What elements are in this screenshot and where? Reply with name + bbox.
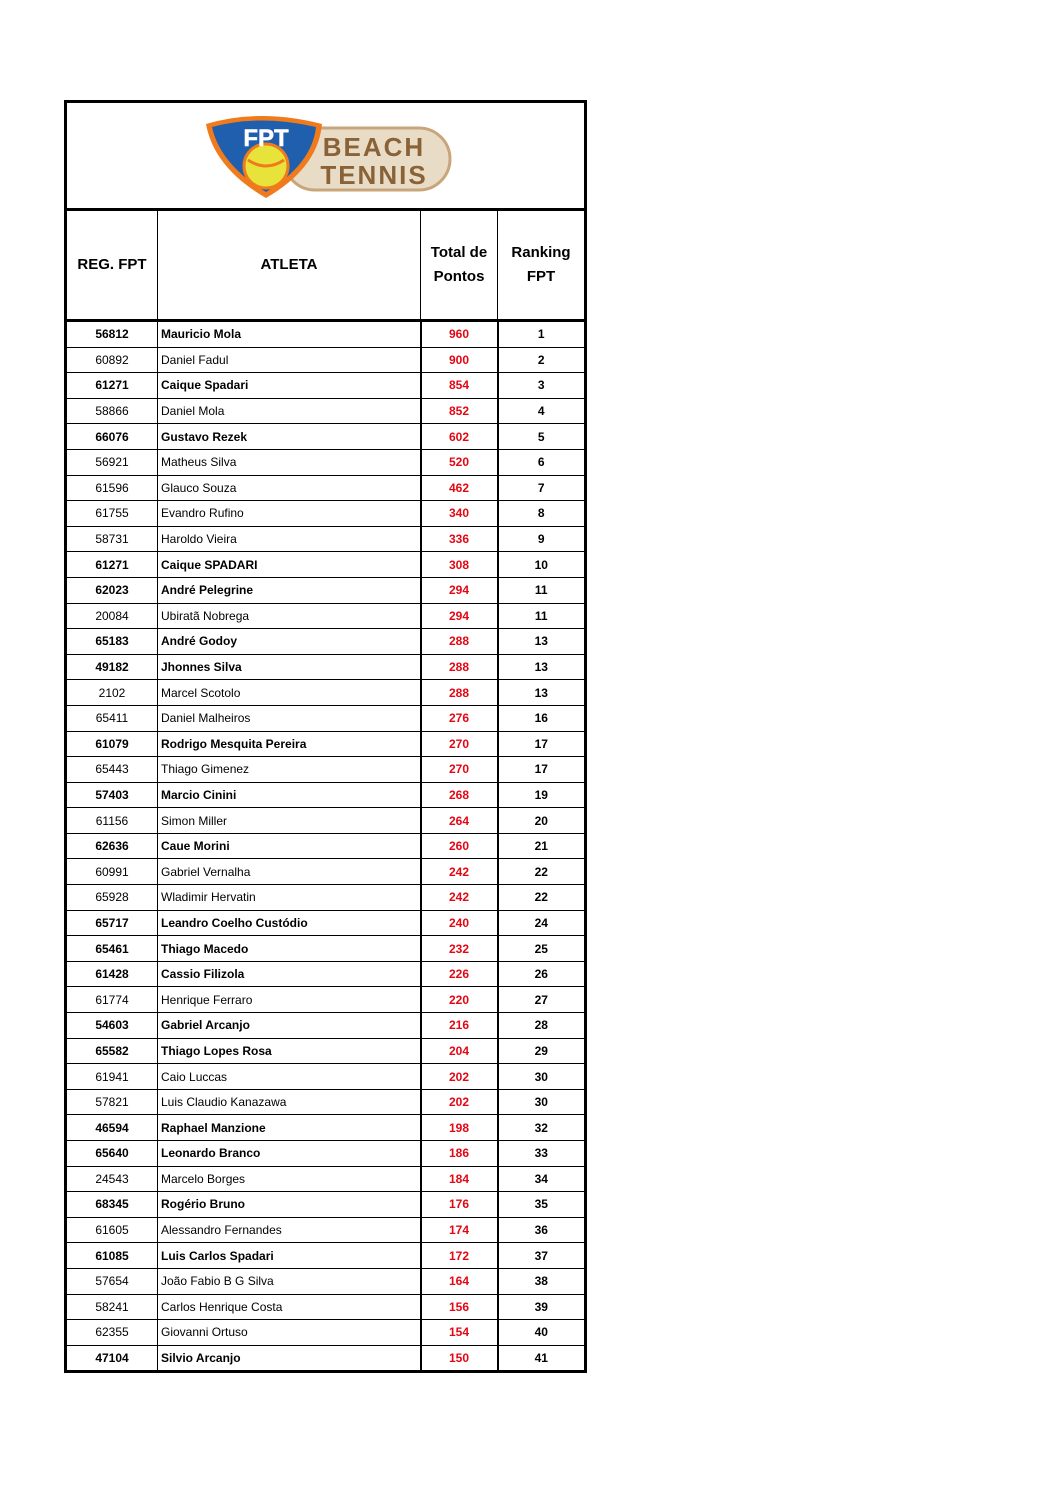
cell-ranking: 32 — [498, 1115, 586, 1141]
cell-ranking: 8 — [498, 501, 586, 527]
cell-pontos: 172 — [421, 1243, 498, 1269]
cell-reg: 65461 — [66, 936, 158, 962]
cell-reg: 61271 — [66, 552, 158, 578]
logo-brand-text: FPT — [242, 124, 289, 152]
cell-reg: 2102 — [66, 680, 158, 706]
cell-reg: 60892 — [66, 347, 158, 373]
cell-pontos: 852 — [421, 398, 498, 424]
cell-ranking: 28 — [498, 1013, 586, 1039]
logo-line1-text: BEACH — [322, 131, 425, 162]
cell-reg: 61271 — [66, 373, 158, 399]
cell-pontos: 288 — [421, 680, 498, 706]
cell-pontos: 164 — [421, 1268, 498, 1294]
header-row — [66, 210, 586, 321]
cell-ranking: 29 — [498, 1038, 586, 1064]
cell-pontos: 294 — [421, 577, 498, 603]
cell-ranking: 26 — [498, 961, 586, 987]
cell-pontos: 174 — [421, 1217, 498, 1243]
cell-pontos: 288 — [421, 654, 498, 680]
table-row — [66, 577, 586, 603]
cell-atleta: Caique Spadari — [158, 373, 421, 399]
table-row — [66, 475, 586, 501]
cell-ranking: 4 — [498, 398, 586, 424]
table-row — [66, 373, 586, 399]
cell-ranking: 24 — [498, 910, 586, 936]
table-row — [66, 833, 586, 859]
cell-reg: 58241 — [66, 1294, 158, 1320]
cell-atleta: Silvio Arcanjo — [158, 1345, 421, 1372]
cell-pontos: 186 — [421, 1141, 498, 1167]
cell-atleta: Caique SPADARI — [158, 552, 421, 578]
table-row — [66, 1166, 586, 1192]
cell-ranking: 25 — [498, 936, 586, 962]
cell-reg: 61596 — [66, 475, 158, 501]
header-ranking: Ranking FPT — [498, 210, 586, 321]
table-row — [66, 1038, 586, 1064]
table-row — [66, 859, 586, 885]
table-row — [66, 1089, 586, 1115]
cell-pontos: 900 — [421, 347, 498, 373]
cell-atleta: Thiago Gimenez — [158, 757, 421, 783]
logo-header — [64, 100, 587, 208]
cell-pontos: 260 — [421, 833, 498, 859]
cell-reg: 57821 — [66, 1089, 158, 1115]
cell-ranking: 17 — [498, 731, 586, 757]
cell-atleta: Marcelo Borges — [158, 1166, 421, 1192]
cell-pontos: 242 — [421, 885, 498, 911]
cell-atleta: Leonardo Branco — [158, 1141, 421, 1167]
cell-ranking: 1 — [498, 321, 586, 348]
cell-reg: 46594 — [66, 1115, 158, 1141]
cell-atleta: Matheus Silva — [158, 449, 421, 475]
cell-reg: 58731 — [66, 526, 158, 552]
cell-atleta: Gustavo Rezek — [158, 424, 421, 450]
cell-ranking: 38 — [498, 1268, 586, 1294]
cell-reg: 20084 — [66, 603, 158, 629]
cell-reg: 61079 — [66, 731, 158, 757]
cell-pontos: 184 — [421, 1166, 498, 1192]
cell-atleta: Raphael Manzione — [158, 1115, 421, 1141]
table-row — [66, 1217, 586, 1243]
table-row — [66, 501, 586, 527]
cell-ranking: 3 — [498, 373, 586, 399]
cell-reg: 65443 — [66, 757, 158, 783]
table-row — [66, 629, 586, 655]
cell-atleta: André Godoy — [158, 629, 421, 655]
cell-pontos: 336 — [421, 526, 498, 552]
cell-ranking: 5 — [498, 424, 586, 450]
table-row — [66, 1345, 586, 1372]
table-row — [66, 603, 586, 629]
cell-reg: 61774 — [66, 987, 158, 1013]
table-row — [66, 1294, 586, 1320]
cell-ranking: 16 — [498, 705, 586, 731]
cell-pontos: 226 — [421, 961, 498, 987]
cell-ranking: 13 — [498, 680, 586, 706]
ranking-rows — [66, 321, 586, 1372]
table-row — [66, 321, 586, 348]
cell-pontos: 150 — [421, 1345, 498, 1372]
cell-atleta: Evandro Rufino — [158, 501, 421, 527]
cell-reg: 62023 — [66, 577, 158, 603]
cell-pontos: 854 — [421, 373, 498, 399]
cell-pontos: 154 — [421, 1320, 498, 1346]
cell-atleta: Carlos Henrique Costa — [158, 1294, 421, 1320]
cell-ranking: 30 — [498, 1089, 586, 1115]
cell-pontos: 294 — [421, 603, 498, 629]
cell-atleta: Glauco Souza — [158, 475, 421, 501]
table-row — [66, 347, 586, 373]
table-row — [66, 910, 586, 936]
cell-atleta: Caue Morini — [158, 833, 421, 859]
table-row — [66, 808, 586, 834]
table-row — [66, 885, 586, 911]
cell-atleta: Wladimir Hervatin — [158, 885, 421, 911]
cell-atleta: Daniel Fadul — [158, 347, 421, 373]
table-row — [66, 654, 586, 680]
table-row — [66, 961, 586, 987]
cell-atleta: Caio Luccas — [158, 1064, 421, 1090]
table-row — [66, 680, 586, 706]
cell-ranking: 27 — [498, 987, 586, 1013]
cell-reg: 24543 — [66, 1166, 158, 1192]
cell-reg: 65928 — [66, 885, 158, 911]
cell-ranking: 11 — [498, 577, 586, 603]
cell-ranking: 19 — [498, 782, 586, 808]
cell-atleta: Cassio Filizola — [158, 961, 421, 987]
cell-atleta: Marcio Cinini — [158, 782, 421, 808]
cell-reg: 65183 — [66, 629, 158, 655]
cell-pontos: 216 — [421, 1013, 498, 1039]
cell-atleta: Haroldo Vieira — [158, 526, 421, 552]
cell-atleta: Daniel Malheiros — [158, 705, 421, 731]
table-row — [66, 1115, 586, 1141]
cell-pontos: 288 — [421, 629, 498, 655]
cell-pontos: 340 — [421, 501, 498, 527]
cell-ranking: 36 — [498, 1217, 586, 1243]
table-row — [66, 987, 586, 1013]
cell-reg: 65411 — [66, 705, 158, 731]
cell-pontos: 276 — [421, 705, 498, 731]
cell-ranking: 21 — [498, 833, 586, 859]
cell-atleta: André Pelegrine — [158, 577, 421, 603]
header-reg: REG. FPT — [66, 210, 158, 321]
fpt-beach-tennis-logo — [200, 110, 452, 202]
cell-reg: 54603 — [66, 1013, 158, 1039]
cell-pontos: 240 — [421, 910, 498, 936]
cell-reg: 65582 — [66, 1038, 158, 1064]
cell-ranking: 17 — [498, 757, 586, 783]
cell-reg: 62636 — [66, 833, 158, 859]
cell-atleta: Marcel Scotolo — [158, 680, 421, 706]
cell-atleta: Daniel Mola — [158, 398, 421, 424]
cell-reg: 62355 — [66, 1320, 158, 1346]
cell-reg: 61156 — [66, 808, 158, 834]
table-row — [66, 1243, 586, 1269]
cell-atleta: Giovanni Ortuso — [158, 1320, 421, 1346]
cell-pontos: 232 — [421, 936, 498, 962]
cell-pontos: 602 — [421, 424, 498, 450]
cell-reg: 61085 — [66, 1243, 158, 1269]
cell-reg: 61941 — [66, 1064, 158, 1090]
cell-pontos: 960 — [421, 321, 498, 348]
cell-ranking: 13 — [498, 629, 586, 655]
table-row — [66, 398, 586, 424]
header-pontos: Total de Pontos — [421, 210, 498, 321]
cell-reg: 65640 — [66, 1141, 158, 1167]
table-row — [66, 552, 586, 578]
table-row — [66, 782, 586, 808]
cell-atleta: Luis Carlos Spadari — [158, 1243, 421, 1269]
cell-ranking: 30 — [498, 1064, 586, 1090]
cell-pontos: 202 — [421, 1064, 498, 1090]
cell-atleta: Luis Claudio Kanazawa — [158, 1089, 421, 1115]
cell-reg: 60991 — [66, 859, 158, 885]
cell-reg: 68345 — [66, 1192, 158, 1218]
cell-pontos: 462 — [421, 475, 498, 501]
cell-pontos: 220 — [421, 987, 498, 1013]
cell-reg: 57654 — [66, 1268, 158, 1294]
cell-atleta: Thiago Lopes Rosa — [158, 1038, 421, 1064]
table-row — [66, 424, 586, 450]
cell-atleta: Ubiratã Nobrega — [158, 603, 421, 629]
cell-pontos: 202 — [421, 1089, 498, 1115]
cell-ranking: 9 — [498, 526, 586, 552]
cell-reg: 61605 — [66, 1217, 158, 1243]
header-atleta: ATLETA — [158, 210, 421, 321]
cell-atleta: Rogério Bruno — [158, 1192, 421, 1218]
table-row — [66, 1141, 586, 1167]
cell-atleta: Alessandro Fernandes — [158, 1217, 421, 1243]
cell-ranking: 2 — [498, 347, 586, 373]
cell-ranking: 13 — [498, 654, 586, 680]
cell-ranking: 11 — [498, 603, 586, 629]
cell-ranking: 6 — [498, 449, 586, 475]
cell-atleta: Leandro Coelho Custódio — [158, 910, 421, 936]
cell-ranking: 35 — [498, 1192, 586, 1218]
cell-atleta: João Fabio B G Silva — [158, 1268, 421, 1294]
cell-reg: 61428 — [66, 961, 158, 987]
cell-atleta: Henrique Ferraro — [158, 987, 421, 1013]
cell-atleta: Thiago Macedo — [158, 936, 421, 962]
cell-pontos: 264 — [421, 808, 498, 834]
table-row — [66, 1268, 586, 1294]
cell-pontos: 520 — [421, 449, 498, 475]
cell-atleta: Gabriel Arcanjo — [158, 1013, 421, 1039]
cell-reg: 56812 — [66, 321, 158, 348]
table-row — [66, 705, 586, 731]
cell-reg: 66076 — [66, 424, 158, 450]
logo-line2-text: TENNIS — [319, 159, 428, 190]
cell-pontos: 176 — [421, 1192, 498, 1218]
cell-pontos: 270 — [421, 731, 498, 757]
cell-ranking: 10 — [498, 552, 586, 578]
ranking-sheet — [64, 100, 587, 1373]
cell-ranking: 22 — [498, 885, 586, 911]
cell-atleta: Rodrigo Mesquita Pereira — [158, 731, 421, 757]
cell-ranking: 22 — [498, 859, 586, 885]
cell-ranking: 34 — [498, 1166, 586, 1192]
cell-reg: 47104 — [66, 1345, 158, 1372]
table-row — [66, 731, 586, 757]
table-row — [66, 1192, 586, 1218]
table-row — [66, 1013, 586, 1039]
cell-reg: 65717 — [66, 910, 158, 936]
cell-ranking: 20 — [498, 808, 586, 834]
cell-pontos: 270 — [421, 757, 498, 783]
cell-reg: 61755 — [66, 501, 158, 527]
cell-pontos: 242 — [421, 859, 498, 885]
cell-pontos: 308 — [421, 552, 498, 578]
ranking-table — [64, 208, 587, 1373]
table-row — [66, 449, 586, 475]
cell-ranking: 33 — [498, 1141, 586, 1167]
cell-atleta: Jhonnes Silva — [158, 654, 421, 680]
cell-pontos: 198 — [421, 1115, 498, 1141]
table-row — [66, 1320, 586, 1346]
cell-reg: 57403 — [66, 782, 158, 808]
cell-ranking: 37 — [498, 1243, 586, 1269]
table-row — [66, 1064, 586, 1090]
cell-ranking: 39 — [498, 1294, 586, 1320]
cell-atleta: Gabriel Vernalha — [158, 859, 421, 885]
table-row — [66, 526, 586, 552]
table-row — [66, 936, 586, 962]
cell-ranking: 41 — [498, 1345, 586, 1372]
table-row — [66, 757, 586, 783]
cell-reg: 58866 — [66, 398, 158, 424]
cell-pontos: 268 — [421, 782, 498, 808]
cell-reg: 49182 — [66, 654, 158, 680]
cell-pontos: 204 — [421, 1038, 498, 1064]
cell-atleta: Mauricio Mola — [158, 321, 421, 348]
cell-ranking: 7 — [498, 475, 586, 501]
cell-reg: 56921 — [66, 449, 158, 475]
cell-atleta: Simon Miller — [158, 808, 421, 834]
cell-ranking: 40 — [498, 1320, 586, 1346]
cell-pontos: 156 — [421, 1294, 498, 1320]
